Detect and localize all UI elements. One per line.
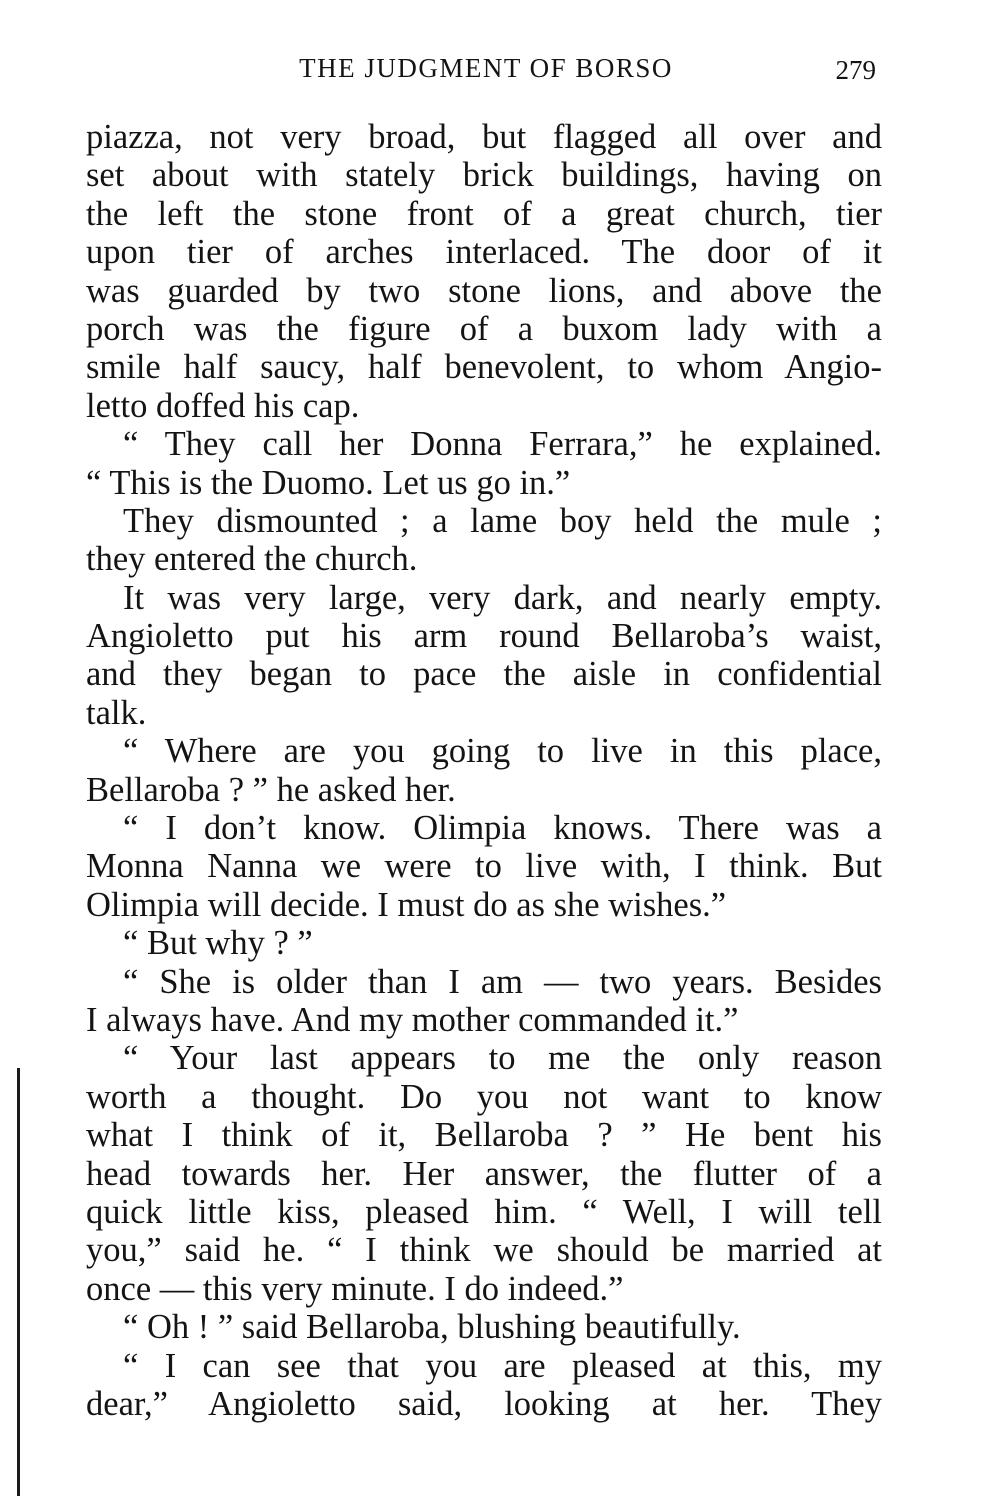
text-line: Angioletto put his arm round Bellaroba’s waist,: [86, 617, 882, 656]
text-line: dear,” Angioletto said, looking at her. They: [86, 1384, 882, 1423]
text-line: Olimpia will decide. I must do as she wishes.”: [86, 885, 727, 924]
text-line: upon tier of arches interlaced. The door of it: [86, 233, 882, 272]
text-line: letto doffed his cap.: [86, 386, 360, 425]
text-line: “ But why ? ”: [123, 924, 313, 963]
running-title: THE JUDGMENT OF BORSO: [299, 53, 673, 83]
text-line: “ I don’t know. Olimpia knows. There was a: [123, 809, 882, 848]
text-line: the left the stone front of a great church, tier: [86, 194, 882, 233]
text-line: worth a thought. Do you not want to know: [86, 1077, 882, 1116]
text-line: set about with stately brick buildings, having on: [86, 156, 882, 195]
text-line: “ I can see that you are pleased at this, my: [123, 1346, 882, 1385]
text-line: once — this very minute. I do indeed.”: [86, 1269, 624, 1308]
text-line: It was very large, very dark, and nearly empty.: [123, 578, 882, 617]
text-line: porch was the figure of a buxom lady with a: [86, 309, 882, 348]
text-line: talk.: [86, 693, 147, 732]
text-line: you,” said he. “ I think we should be married at: [86, 1231, 882, 1270]
text-line: head towards her. Her answer, the flutter of a: [86, 1154, 882, 1193]
text-line: Monna Nanna we were to live with, I think. But: [86, 847, 882, 886]
text-line: “ Your last appears to me the only reason: [123, 1039, 882, 1078]
text-line: smile half saucy, half benevolent, to whom Angio-: [86, 348, 882, 387]
text-line: what I think of it, Bellaroba ? ” He bent his: [86, 1116, 882, 1155]
text-line: They dismounted ; a lame boy held the mule ;: [123, 501, 882, 540]
text-line: quick little kiss, pleased him. “ Well, I will tell: [86, 1192, 882, 1231]
body-text: [86, 118, 882, 1423]
running-head: [86, 48, 886, 88]
text-line: was guarded by two stone lions, and above the: [86, 271, 882, 310]
text-line: “ Where are you going to live in this place,: [123, 732, 882, 771]
text-line: “ She is older than I am — two years. Besides: [123, 962, 882, 1001]
text-line: “ Oh ! ” said Bellaroba, blushing beautifully.: [123, 1308, 741, 1347]
text-line: “ They call her Donna Ferrara,” he explained.: [123, 425, 882, 464]
text-line: and they began to pace the aisle in confidential: [86, 655, 882, 694]
margin-rule: [17, 1068, 20, 1496]
text-line: I always have. And my mother commanded it.”: [86, 1000, 739, 1039]
text-line: “ This is the Duomo. Let us go in.”: [86, 463, 571, 502]
text-line: Bellaroba ? ” he asked her.: [86, 770, 456, 809]
text-line: piazza, not very broad, but flagged all over and: [86, 118, 882, 156]
text-line: they entered the church.: [86, 540, 418, 579]
page-number: 279: [835, 55, 876, 85]
